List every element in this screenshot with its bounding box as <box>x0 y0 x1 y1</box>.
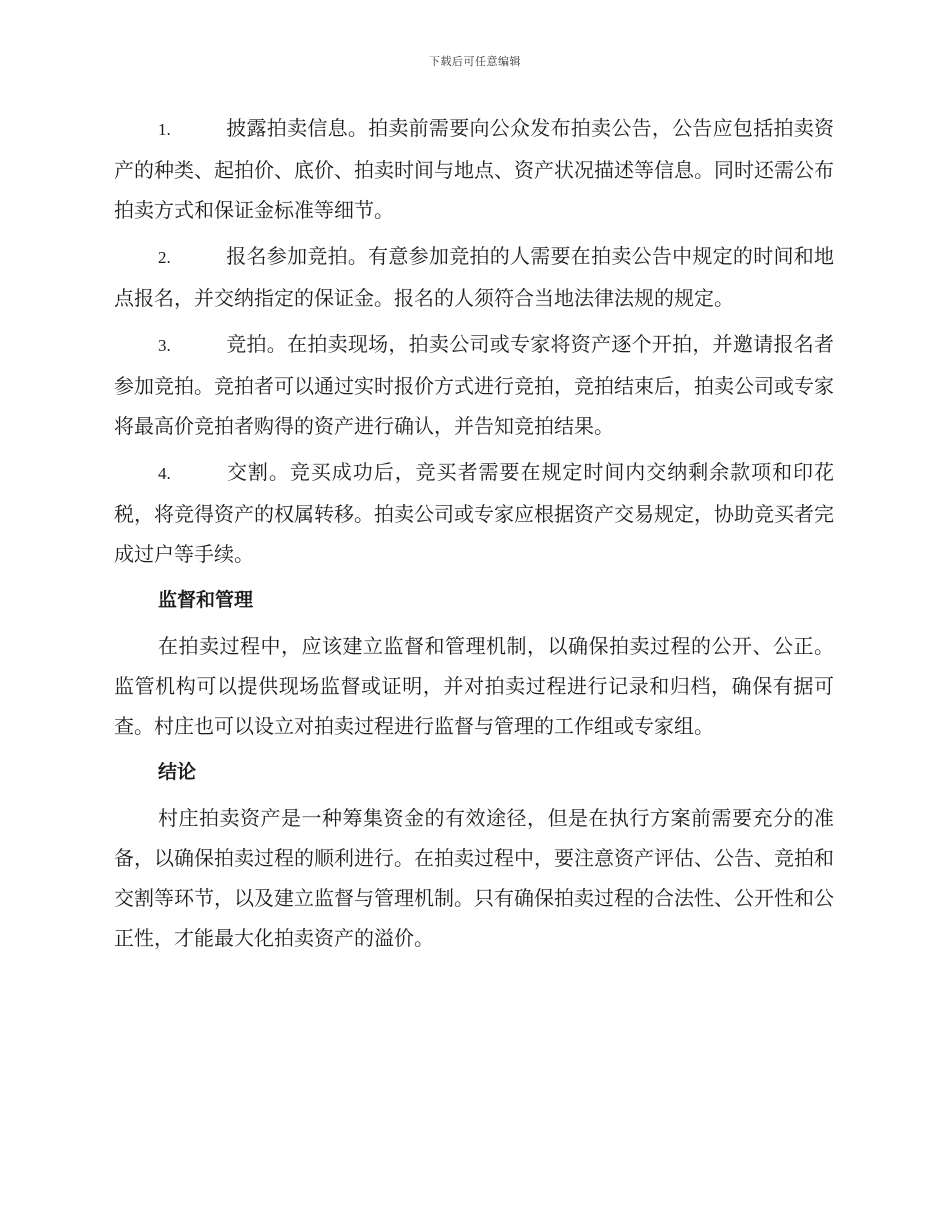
section-heading-supervision: 监督和管理 <box>158 589 254 611</box>
page-header: 下载后可任意编辑 <box>429 55 521 68</box>
item-number: 1. <box>158 120 171 139</box>
list-item <box>114 236 834 318</box>
item-text: 披露拍卖信息。拍卖前需要向公众发布拍卖公告，公告应包括拍卖资产的种类、起拍价、底价、拍卖时间与地点、资产状况描述等信息。同时还需公布拍卖方式和保证金标准等细节。 <box>114 116 834 222</box>
conclusion-paragraph: 村庄拍卖资产是一种筹集资金的有效途径，但是在执行方案前需要充分的准备，以确保拍卖过程的顺利进行。在拍卖过程中，要注意资产评估、公告、竞拍和交割等环节，以及建立监督与管理机制。只有确保拍卖过程的合法性、公开性和公正性，才能最大化拍卖资产的溢价。 <box>114 806 834 950</box>
item-number: 4. <box>158 464 171 483</box>
item-text: 报名参加竞拍。有意参加竞拍的人需要在拍卖公告中规定的时间和地点报名，并交纳指定的保证金。报名的人须符合当地法律法规的规定。 <box>114 244 834 310</box>
item-number: 2. <box>158 248 171 267</box>
list-item <box>114 452 834 574</box>
section-heading-conclusion: 结论 <box>158 761 197 783</box>
supervision-paragraph: 在拍卖过程中，应该建立监督和管理机制，以确保拍卖过程的公开、公正。监管机构可以提供现场监督或证明，并对拍卖过程进行记录和归档，确保有据可查。村庄也可以设立对拍卖过程进行监督与管理的工作组或专家组。 <box>114 634 834 738</box>
item-text: 竞拍。在拍卖现场，拍卖公司或专家将资产逐个开拍，并邀请报名者参加竞拍。竞拍者可以通过实时报价方式进行竞拍，竞拍结束后，拍卖公司或专家将最高价竞拍者购得的资产进行确认，并告知竞拍结果。 <box>114 332 834 438</box>
item-number: 3. <box>158 336 171 355</box>
list-item <box>114 108 834 230</box>
document-body <box>114 108 834 964</box>
list-item <box>114 324 834 446</box>
item-text: 交割。竞买成功后，竞买者需要在规定时间内交纳剩余款项和印花税，将竞得资产的权属转移。拍卖公司或专家应根据资产交易规定，协助竞买者完成过户等手续。 <box>114 460 834 566</box>
